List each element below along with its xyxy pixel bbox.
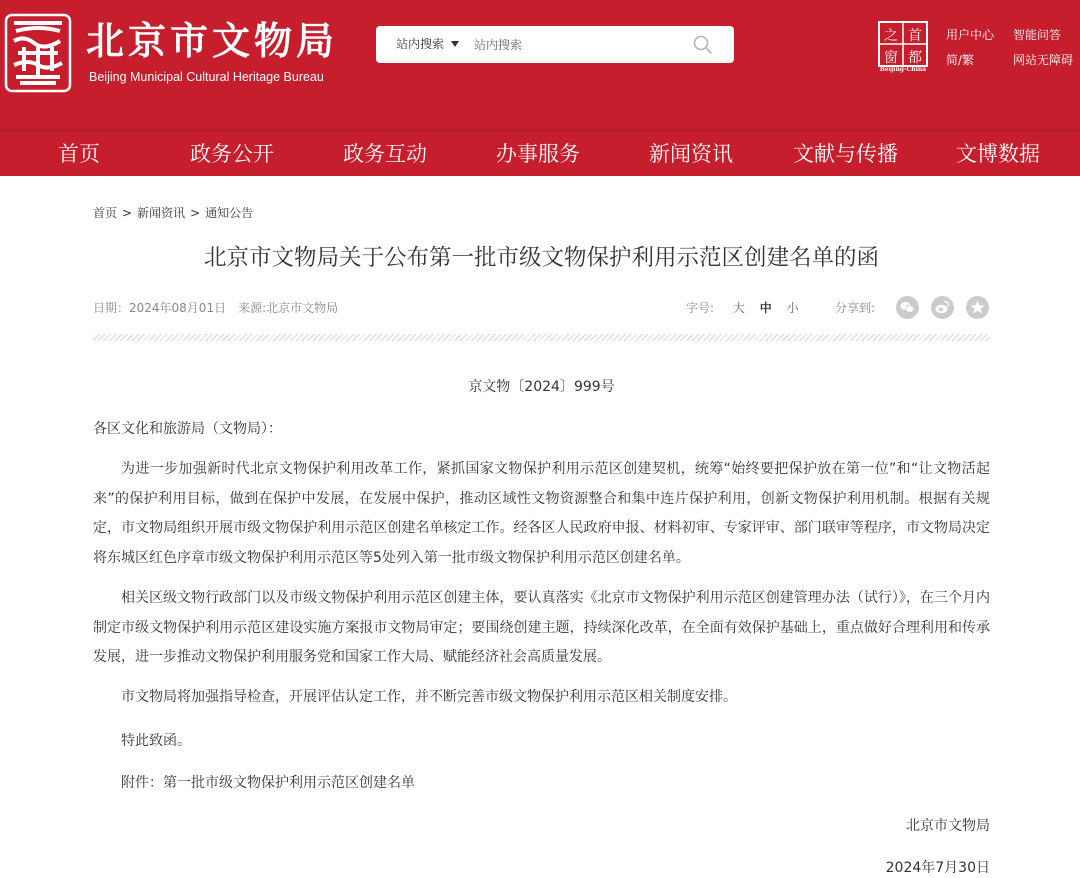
simplified-traditional-toggle[interactable]: 简/繁: [946, 53, 975, 67]
nav-item-museum-data[interactable]: 文博数据: [956, 142, 1040, 166]
breadcrumb: [93, 204, 253, 221]
article-meta: [93, 299, 338, 316]
capital-char-2: 首: [908, 28, 922, 44]
accessibility-link[interactable]: 网站无障碍: [1013, 53, 1074, 67]
search-icon[interactable]: [692, 34, 714, 56]
breadcrumb-separator: >: [122, 206, 133, 220]
nav-item-government-affairs[interactable]: 政务公开: [190, 142, 274, 166]
font-size-control: [686, 299, 799, 316]
font-size-large-button[interactable]: 大: [732, 301, 745, 315]
share-wechat-button[interactable]: [896, 296, 919, 319]
signature: 北京市文物局: [906, 818, 990, 834]
search-scope-dropdown[interactable]: [396, 26, 459, 63]
attachment-link[interactable]: 附件：第一批市级文物保护利用示范区创建名单: [121, 775, 415, 791]
nav-item-news[interactable]: 新闻资讯: [649, 142, 733, 166]
bureau-seal-logo[interactable]: [4, 13, 72, 93]
wechat-icon: [896, 296, 919, 319]
search-box: [376, 26, 734, 63]
search-scope-label: 站内搜索: [396, 37, 445, 51]
main-nav: [0, 130, 1080, 176]
article-date: 日期：2024年08月01日: [93, 301, 227, 315]
document-date: 2024年7月30日: [885, 860, 990, 876]
caret-down-icon: [451, 41, 459, 47]
share-weibo-button[interactable]: [931, 296, 954, 319]
body-paragraph: 市文物局将加强指导检查，开展评估认定工作，并不断完善市级文物保护利用示范区相关制度安排。: [121, 689, 737, 705]
title-divider: [93, 334, 990, 341]
site-logo-title[interactable]: 北京市文物局: [86, 18, 339, 63]
capital-logo-caption: Beijing-China: [879, 66, 927, 73]
breadcrumb-separator: >: [190, 206, 201, 220]
capital-char-3: 窗: [884, 50, 898, 66]
site-header: [0, 0, 1080, 130]
breadcrumb-news[interactable]: 新闻资讯: [137, 206, 186, 220]
share-favorite-button[interactable]: [966, 296, 989, 319]
favorite-icon: [966, 296, 989, 319]
document-number: 京文物〔2024〕999号: [468, 379, 615, 395]
nav-item-home[interactable]: 首页: [58, 142, 100, 166]
font-size-small-button[interactable]: 小: [786, 301, 799, 315]
capital-char-1: 之: [884, 28, 898, 44]
capital-char-4: 都: [908, 50, 922, 66]
user-center-link[interactable]: 用户中心: [946, 28, 995, 42]
site-logo-subtitle: Beijing Municipal Cultural Heritage Bureau: [89, 70, 324, 84]
body-paragraph: 为进一步加强新时代北京文物保护利用改革工作，紧抓国家文物保护利用示范区创建契机，统筹“始终要把保护放在第一位”和“让文物活起来”的保护利用目标，做到在保护中发展，在发展中保护，推动区域性文物资源整合和集中连片保护利用，创新文物保护利用机制。根据有关规定，市文物局组织开展市级文物保护利用示范区创建名单核定工作。经各区人民政府申报、材料初审、专家评审、部门联审等程序，市文物局决定将东城区红色序章市级文物保护利用示范区等5处列入第一批市级文物保护利用示范区创建名单。: [93, 461, 990, 566]
breadcrumb-home[interactable]: 首页: [93, 206, 118, 220]
article-title: 北京市文物局关于公布第一批市级文物保护利用示范区创建名单的函: [203, 245, 879, 271]
search-input[interactable]: [474, 33, 674, 56]
nav-item-literature[interactable]: 文献与传播: [793, 142, 898, 166]
salutation: 各区文化和旅游局（文物局）：: [93, 421, 282, 437]
font-size-medium-button[interactable]: 中: [759, 301, 772, 315]
nav-item-interaction[interactable]: 政务互动: [343, 142, 427, 166]
body-paragraph: 相关区级文物行政部门以及市级文物保护利用示范区创建主体，要认真落实《北京市文物保护利用示范区创建管理办法（试行）》，在三个月内制定市级文物保护利用示范区建设实施方案报市文物局审定；要围绕创建主题，持续深化改革，在全面有效保护基础上，重点做好合理利用和传承发展，进一步推动文物保护利用服务党和国家工作大局、赋能经济社会高质量发展。: [93, 590, 990, 665]
article-source: 来源:北京市文物局: [238, 301, 339, 315]
smart-qa-link[interactable]: 智能问答: [1013, 28, 1062, 42]
share-label: 分享到:: [835, 301, 876, 315]
closing-remark: 特此致函。: [121, 733, 191, 749]
breadcrumb-notices[interactable]: 通知公告: [205, 206, 254, 220]
weibo-icon: [931, 296, 954, 319]
font-size-label: 字号:: [686, 301, 715, 315]
nav-item-services[interactable]: 办事服务: [496, 142, 580, 166]
